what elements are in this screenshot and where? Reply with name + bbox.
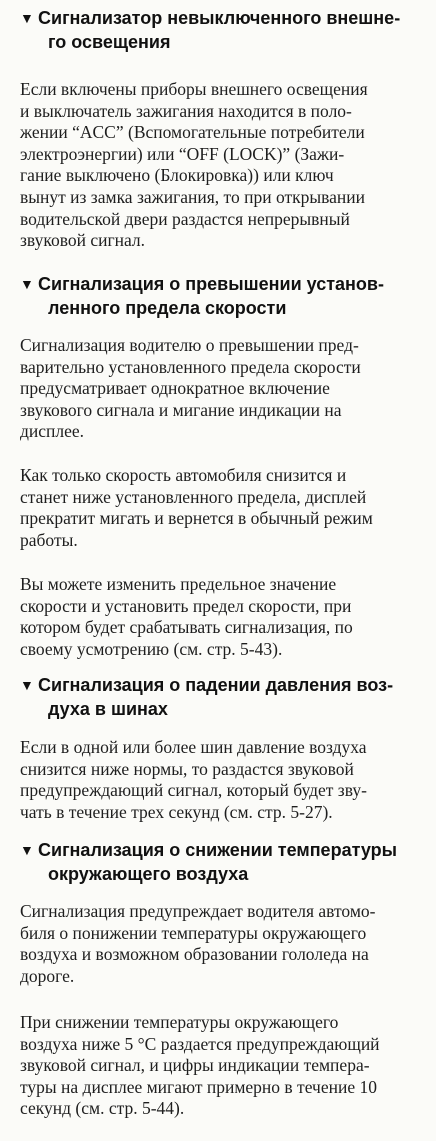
paragraph: Если включены приборы внешнего освещения и выключатель зажигания находится в поло- жении “ACC” (Вспомогательные потребители электроэнергии) или “OFF (LOCK)” (Зажи- гание выключено (Блокировка)) или ключ вынут из замка зажигания, то при открывании водительской двери раздастся непрерывный звуковой сигнал. (20, 79, 368, 251)
paragraph: Вы можете изменить предельное значение скорости и установить предел скорости, при котором будет срабатывать сигнализация, по своему усмотрению (см. стр. 5-43). (20, 574, 353, 659)
triangle-bullet-icon: ▼ (20, 10, 34, 26)
paragraph: Сигнализация водителю о превышении пред- варительно установленного предела скорости предусматривает однократное включение звукового сигнала и мигание индикации на дисплее. (20, 335, 361, 442)
paragraph: При снижении температуры окружающего воздуха ниже 5 °С раздается предупреждающий звуковой сигнал, и цифры индикации темпера- туры на дисплее мигают примерно в течение 10 секунд (см. стр. 5-44). (20, 1012, 380, 1119)
section-heading-speed-limit: ▼ Сигнализация о превышении установ- ленного предела скорости (20, 274, 384, 318)
triangle-bullet-icon: ▼ (20, 842, 34, 858)
paragraph: Если в одной или более шин давление воздуха снизится ниже нормы, то раздастся звуковой предупреждающий сигнал, который будет зву- чать в течение трех секунд (см. стр. 5-27). (20, 737, 367, 822)
section-heading-exterior-lights: ▼ Сигнализатор невыключенного внешне- го освещения (20, 8, 401, 52)
paragraph: Сигнализация предупреждает водителя автомо- биля о понижении температуры окружающего воздуха и возможном образовании гололеда на дороге. (20, 901, 376, 986)
section-heading-tire-pressure: ▼ Сигнализация о падении давления воз- духа в шинах (20, 675, 394, 719)
triangle-bullet-icon: ▼ (20, 276, 34, 292)
paragraph: Как только скорость автомобиля снизится и станет ниже установленного предела, дисплей прекратит мигать и вернется в обычный режим работы. (20, 465, 373, 550)
triangle-bullet-icon: ▼ (20, 677, 34, 693)
section-heading-outside-temperature: ▼ Сигнализация о снижении температуры окружающего воздуха (20, 840, 397, 884)
